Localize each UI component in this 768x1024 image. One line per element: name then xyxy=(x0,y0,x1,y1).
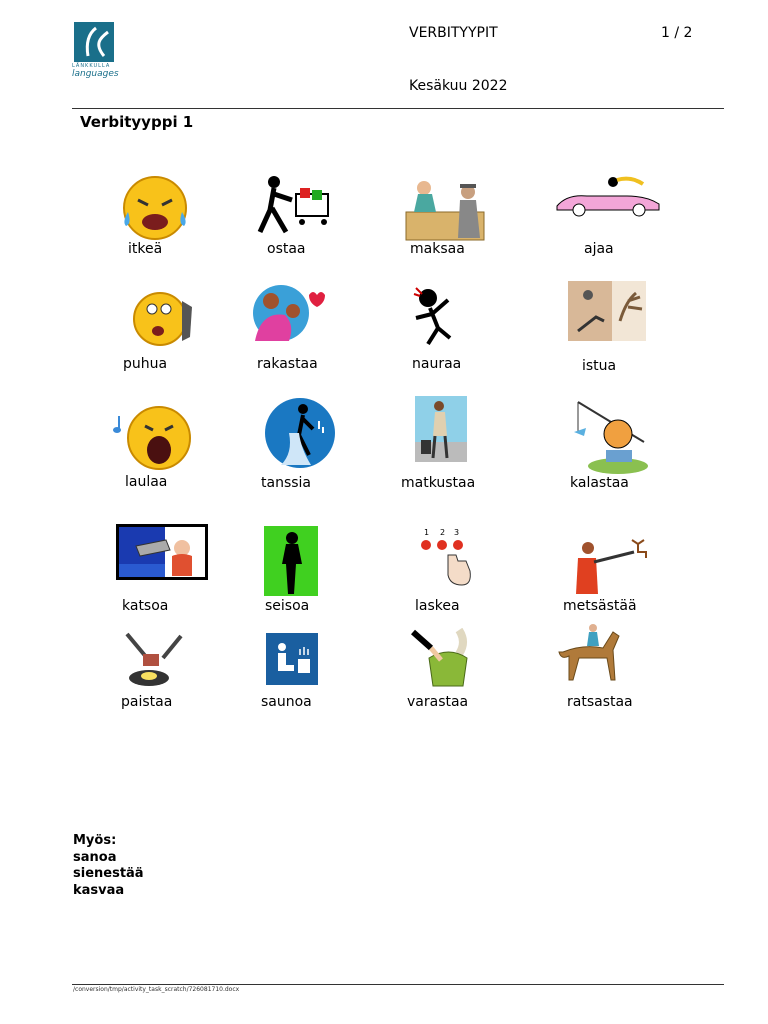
shopping-cart-icon xyxy=(250,172,340,242)
verb-item xyxy=(245,285,355,372)
standing-person-icon xyxy=(264,526,318,596)
verb-item xyxy=(261,397,373,491)
footer-divider xyxy=(72,984,724,985)
verb-label: laskea xyxy=(415,598,460,614)
verb-label: matkustaa xyxy=(401,475,476,491)
also-item: kasvaa xyxy=(73,882,125,898)
verb-item xyxy=(563,532,680,614)
verb-item xyxy=(412,525,522,614)
verb-item xyxy=(113,402,223,490)
horse-rider-icon xyxy=(557,622,625,686)
counting-hand-icon xyxy=(412,525,478,587)
dancing-couple-icon xyxy=(263,397,337,469)
verb-label: maksaa xyxy=(410,241,465,257)
logo-subtitle: languages xyxy=(72,69,119,79)
svg-text:1: 1 xyxy=(424,528,430,537)
cashier-payment-icon xyxy=(400,172,490,242)
verb-item xyxy=(401,396,525,491)
traveler-suitcase-icon xyxy=(415,396,467,462)
frying-pan-icon xyxy=(123,630,185,692)
verb-item xyxy=(568,281,678,374)
singing-face-icon xyxy=(113,402,195,472)
verb-item xyxy=(116,524,226,614)
verb-item xyxy=(123,287,240,372)
header-divider xyxy=(72,108,724,109)
verb-item xyxy=(553,172,663,257)
phone-talking-face-icon xyxy=(130,287,200,349)
verb-item xyxy=(400,172,510,257)
svg-text:3: 3 xyxy=(454,528,460,537)
person-sitting-chair-icon xyxy=(568,281,646,341)
verb-item xyxy=(568,396,678,491)
verb-label: laulaa xyxy=(125,474,168,490)
svg-text:2: 2 xyxy=(440,528,446,537)
page-number: 1 / 2 xyxy=(661,25,693,41)
laughing-figure-icon xyxy=(410,284,480,346)
logo-mark xyxy=(74,22,114,62)
verb-label: itkeä xyxy=(128,241,163,257)
section-title: Verbityyppi 1 xyxy=(80,113,194,131)
logo-brand: LÄNKKULLA xyxy=(72,63,111,69)
verb-label: puhua xyxy=(123,356,168,372)
verb-label: istua xyxy=(582,358,617,374)
verb-label: paistaa xyxy=(121,694,173,710)
verb-item xyxy=(261,633,376,713)
hunter-deer-icon xyxy=(570,532,650,596)
pickpocket-bag-icon xyxy=(411,628,473,690)
also-item: sanoa xyxy=(73,849,117,865)
verb-item xyxy=(250,172,360,257)
verb-label: varastaa xyxy=(407,694,469,710)
verb-label: ajaa xyxy=(584,241,614,257)
also-section xyxy=(73,833,144,899)
verb-item xyxy=(123,630,233,710)
also-heading: Myös: xyxy=(73,833,117,848)
verb-label: saunoa xyxy=(261,694,312,710)
verb-label: ratsastaa xyxy=(567,694,633,710)
fishing-icon xyxy=(568,396,654,474)
verb-label: tanssia xyxy=(261,475,311,491)
verb-label: katsoa xyxy=(122,598,169,614)
verb-label: kalastaa xyxy=(570,475,629,491)
verb-label: rakastaa xyxy=(257,356,318,372)
verb-item xyxy=(110,172,220,257)
telescope-viewer-icon xyxy=(116,524,208,580)
convertible-car-icon xyxy=(553,172,663,222)
verb-label: ostaa xyxy=(267,241,306,257)
verb-item xyxy=(557,622,667,710)
mother-child-love-icon xyxy=(245,285,330,345)
verb-item xyxy=(410,284,520,372)
also-item: sienestää xyxy=(73,866,144,881)
sauna-sign-icon xyxy=(266,633,318,685)
verb-item xyxy=(407,628,521,710)
document-title: VERBITYYPIT xyxy=(409,25,498,41)
verb-label: metsästää xyxy=(563,598,637,614)
verb-label: nauraa xyxy=(412,356,462,372)
lankkulla-logo xyxy=(72,22,118,82)
crying-face-icon xyxy=(110,172,200,242)
verb-item xyxy=(264,526,374,614)
document-date: Kesäkuu 2022 xyxy=(409,78,508,94)
verb-label: seisoa xyxy=(265,598,310,614)
footer-file-path: /conversion/tmp/activity_task_scratch/726081710.docx xyxy=(73,986,240,993)
